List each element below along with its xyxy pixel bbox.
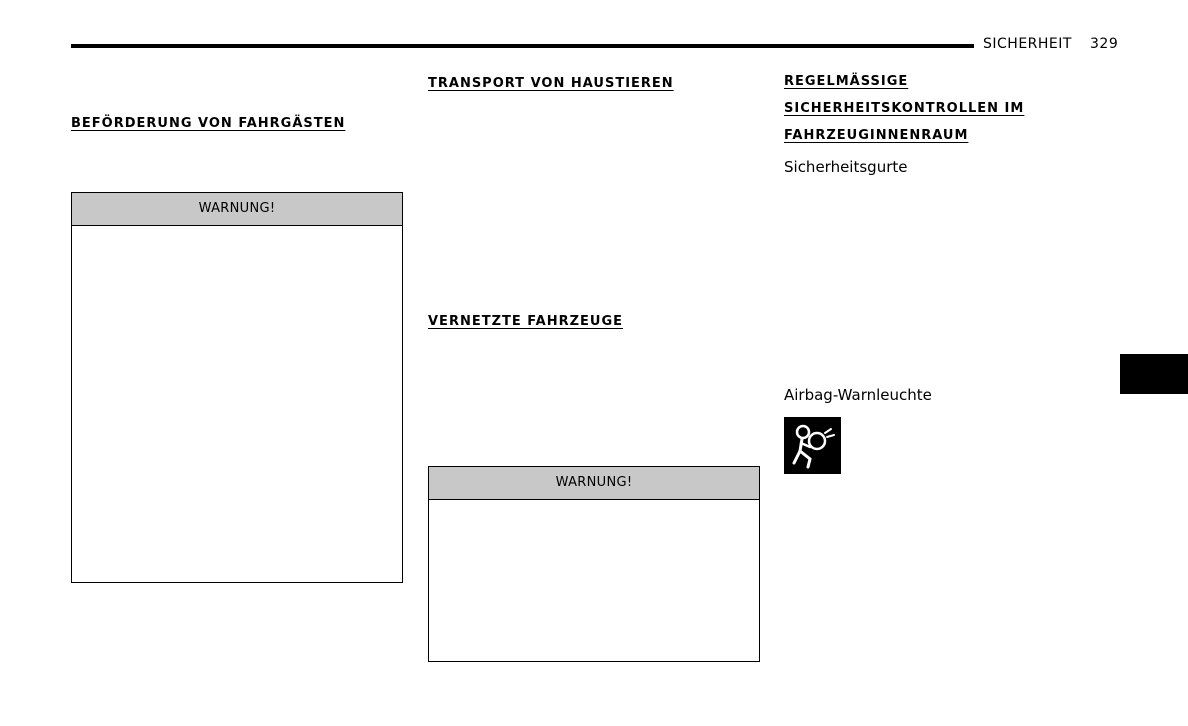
warning-header: WARNUNG!: [72, 193, 402, 226]
chapter-thumb-tab: [1120, 354, 1188, 394]
heading-pet-transport: TRANSPORT VON HAUSTIEREN: [428, 76, 674, 91]
airbag-warning-icon: [784, 417, 841, 474]
heading-safety-checks-line-3: FAHRZEUGINNENRAUM: [784, 128, 969, 143]
heading-safety-checks-line-2: SICHERHEITSKONTROLLEN IM: [784, 101, 1025, 116]
section-title: SICHERHEIT: [983, 36, 1072, 52]
heading-safety-checks-line-1: REGELMÄSSIGE: [784, 74, 909, 89]
heading-passenger-transport: BEFÖRDERUNG VON FAHRGÄSTEN: [71, 116, 346, 131]
header-rule: [71, 44, 974, 48]
warning-box-left: [71, 192, 403, 583]
heading-connected-vehicles: VERNETZTE FAHRZEUGE: [428, 314, 624, 329]
warning-header: WARNUNG!: [429, 467, 759, 500]
subheading-seatbelts: Sicherheitsgurte: [784, 158, 908, 176]
page-number: 329: [1090, 36, 1119, 52]
subheading-airbag-warning: Airbag-Warnleuchte: [784, 386, 932, 404]
warning-box-middle: [428, 466, 760, 662]
